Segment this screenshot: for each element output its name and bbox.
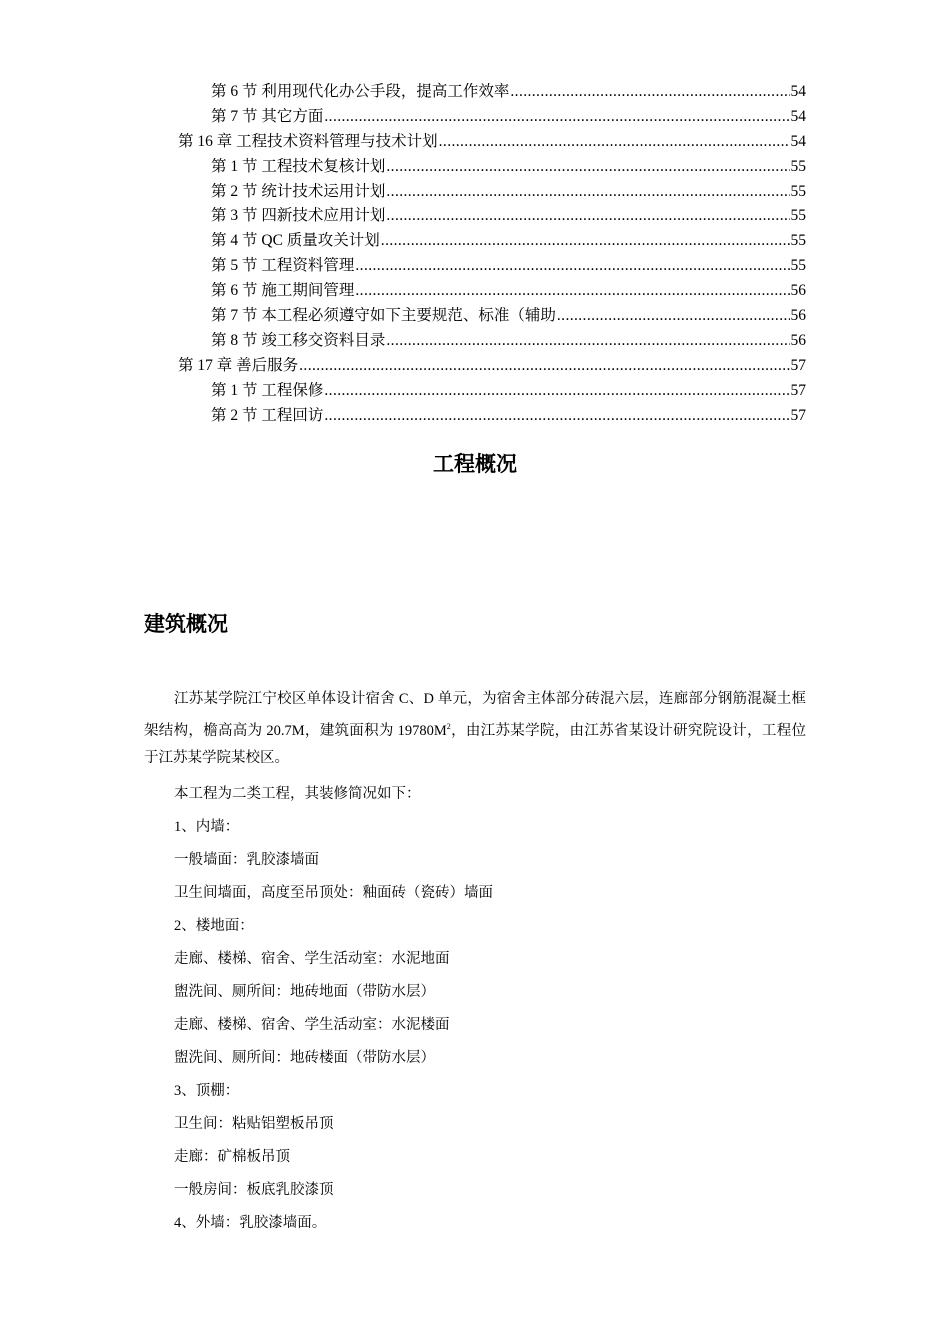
- toc-entry-page: 57: [790, 406, 806, 424]
- toc-entry-label: 第 16 章 工程技术资料管理与技术计划: [178, 132, 438, 150]
- toc-entry[interactable]: [178, 229, 806, 254]
- body-line: 一般墙面：乳胶漆墙面: [174, 851, 319, 868]
- toc-entry[interactable]: [178, 279, 806, 304]
- toc-entry[interactable]: [178, 204, 806, 229]
- toc-leader-dots: [386, 329, 789, 354]
- toc-entry-label: 第 2 节 工程回访: [211, 406, 324, 424]
- toc-entry-page: 55: [790, 157, 806, 175]
- toc-entry-label: 第 3 节 四新技术应用计划: [211, 207, 386, 225]
- toc-entry-page: 57: [790, 381, 806, 399]
- toc-leader-dots: [439, 130, 790, 155]
- table-of-contents: [178, 80, 806, 428]
- toc-entry[interactable]: [178, 329, 806, 354]
- heading-project-overview: 工程概况: [433, 452, 517, 476]
- toc-leader-dots: [386, 180, 789, 205]
- toc-entry-label: 第 8 节 竣工移交资料目录: [211, 331, 386, 349]
- toc-leader-dots: [324, 404, 789, 429]
- toc-leader-dots: [381, 229, 790, 254]
- toc-leader-dots: [386, 204, 789, 229]
- body-text: [144, 686, 806, 1240]
- toc-leader-dots: [386, 155, 789, 180]
- body-line: 1、内墙：: [174, 818, 240, 835]
- toc-entry[interactable]: [178, 304, 806, 329]
- toc-entry-label: 第 2 节 统计技术运用计划: [211, 182, 386, 200]
- toc-leader-dots: [324, 379, 789, 404]
- body-line: 盥洗间、厕所间：地砖地面（带防水层）: [174, 983, 435, 1000]
- body-line: 卫生间：粘贴铝塑板吊顶: [174, 1115, 334, 1132]
- body-line: 本工程为二类工程，其装修简况如下：: [174, 785, 421, 802]
- body-line: 盥洗间、厕所间：地砖楼面（带防水层）: [174, 1049, 435, 1066]
- toc-entry-label: 第 6 节 施工期间管理: [211, 282, 355, 300]
- body-line: 4、外墙：乳胶漆墙面。: [174, 1214, 327, 1231]
- intro-text-continued: ，由江苏某学院，由江苏省某设计研究院设计，工程位于江苏某学院某校区。: [144, 722, 806, 766]
- toc-entry-page: 55: [790, 207, 806, 225]
- toc-entry-label: 第 7 节 本工程必须遵守如下主要规范、标准（辅助: [211, 307, 556, 325]
- area-unit-superscript: 2: [446, 722, 451, 731]
- toc-leader-dots: [355, 254, 789, 279]
- heading-building-overview: 建筑概况: [144, 612, 228, 636]
- body-line: 3、顶棚：: [174, 1082, 240, 1099]
- toc-entry-label: 第 4 节 QC 质量攻关计划: [211, 232, 380, 250]
- toc-entry-page: 57: [790, 356, 806, 374]
- body-line: 卫生间墙面，高度至吊顶处：釉面砖（瓷砖）墙面: [174, 884, 493, 901]
- toc-entry[interactable]: [178, 155, 806, 180]
- toc-leader-dots: [299, 354, 789, 379]
- body-line: 走廊、楼梯、宿舍、学生活动室：水泥楼面: [174, 1016, 450, 1033]
- toc-entry[interactable]: [178, 404, 806, 429]
- toc-entry-label: 第 7 节 其它方面: [211, 107, 324, 125]
- toc-leader-dots: [557, 304, 790, 329]
- toc-entry-label: 第 6 节 利用现代化办公手段，提高工作效率: [211, 83, 510, 100]
- toc-entry[interactable]: [178, 354, 806, 379]
- body-line: 走廊：矿棉板吊顶: [174, 1148, 290, 1165]
- toc-entry-label: 第 5 节 工程资料管理: [211, 257, 355, 275]
- toc-leader-dots: [355, 279, 789, 304]
- toc-entry[interactable]: [178, 379, 806, 404]
- body-line: 2、楼地面：: [174, 917, 254, 934]
- toc-entry[interactable]: [178, 80, 806, 105]
- toc-entry-page: 55: [790, 182, 806, 200]
- toc-leader-dots: [324, 105, 789, 130]
- intro-paragraph: [144, 686, 806, 772]
- toc-leader-dots: [510, 80, 789, 105]
- body-line: 一般房间：板底乳胶漆顶: [174, 1181, 334, 1198]
- toc-entry-page: 55: [790, 257, 806, 275]
- toc-entry[interactable]: [178, 105, 806, 130]
- toc-entry-label: 第 17 章 善后服务: [178, 356, 299, 374]
- toc-entry-page: 54: [790, 83, 806, 100]
- body-line: 走廊、楼梯、宿舍、学生活动室：水泥地面: [174, 950, 450, 967]
- intro-text: 江苏某学院江宁校区单体设计宿舍 C、D 单元，为宿舍主体部分砖混六层，连廊部分钢筋混凝土框架结构，檐高高为 20.7M，建筑面积为 19780M: [144, 691, 806, 739]
- toc-entry-page: 55: [790, 232, 806, 250]
- toc-entry-page: 54: [790, 132, 806, 150]
- toc-entry[interactable]: [178, 130, 806, 155]
- toc-entry-label: 第 1 节 工程技术复核计划: [211, 157, 386, 175]
- toc-entry[interactable]: [178, 254, 806, 279]
- toc-entry-page: 56: [790, 282, 806, 300]
- toc-entry-page: 54: [790, 107, 806, 125]
- toc-entry-page: 56: [790, 331, 806, 349]
- toc-entry-label: 第 1 节 工程保修: [211, 381, 324, 399]
- toc-entry-page: 56: [790, 307, 806, 325]
- toc-entry[interactable]: [178, 180, 806, 205]
